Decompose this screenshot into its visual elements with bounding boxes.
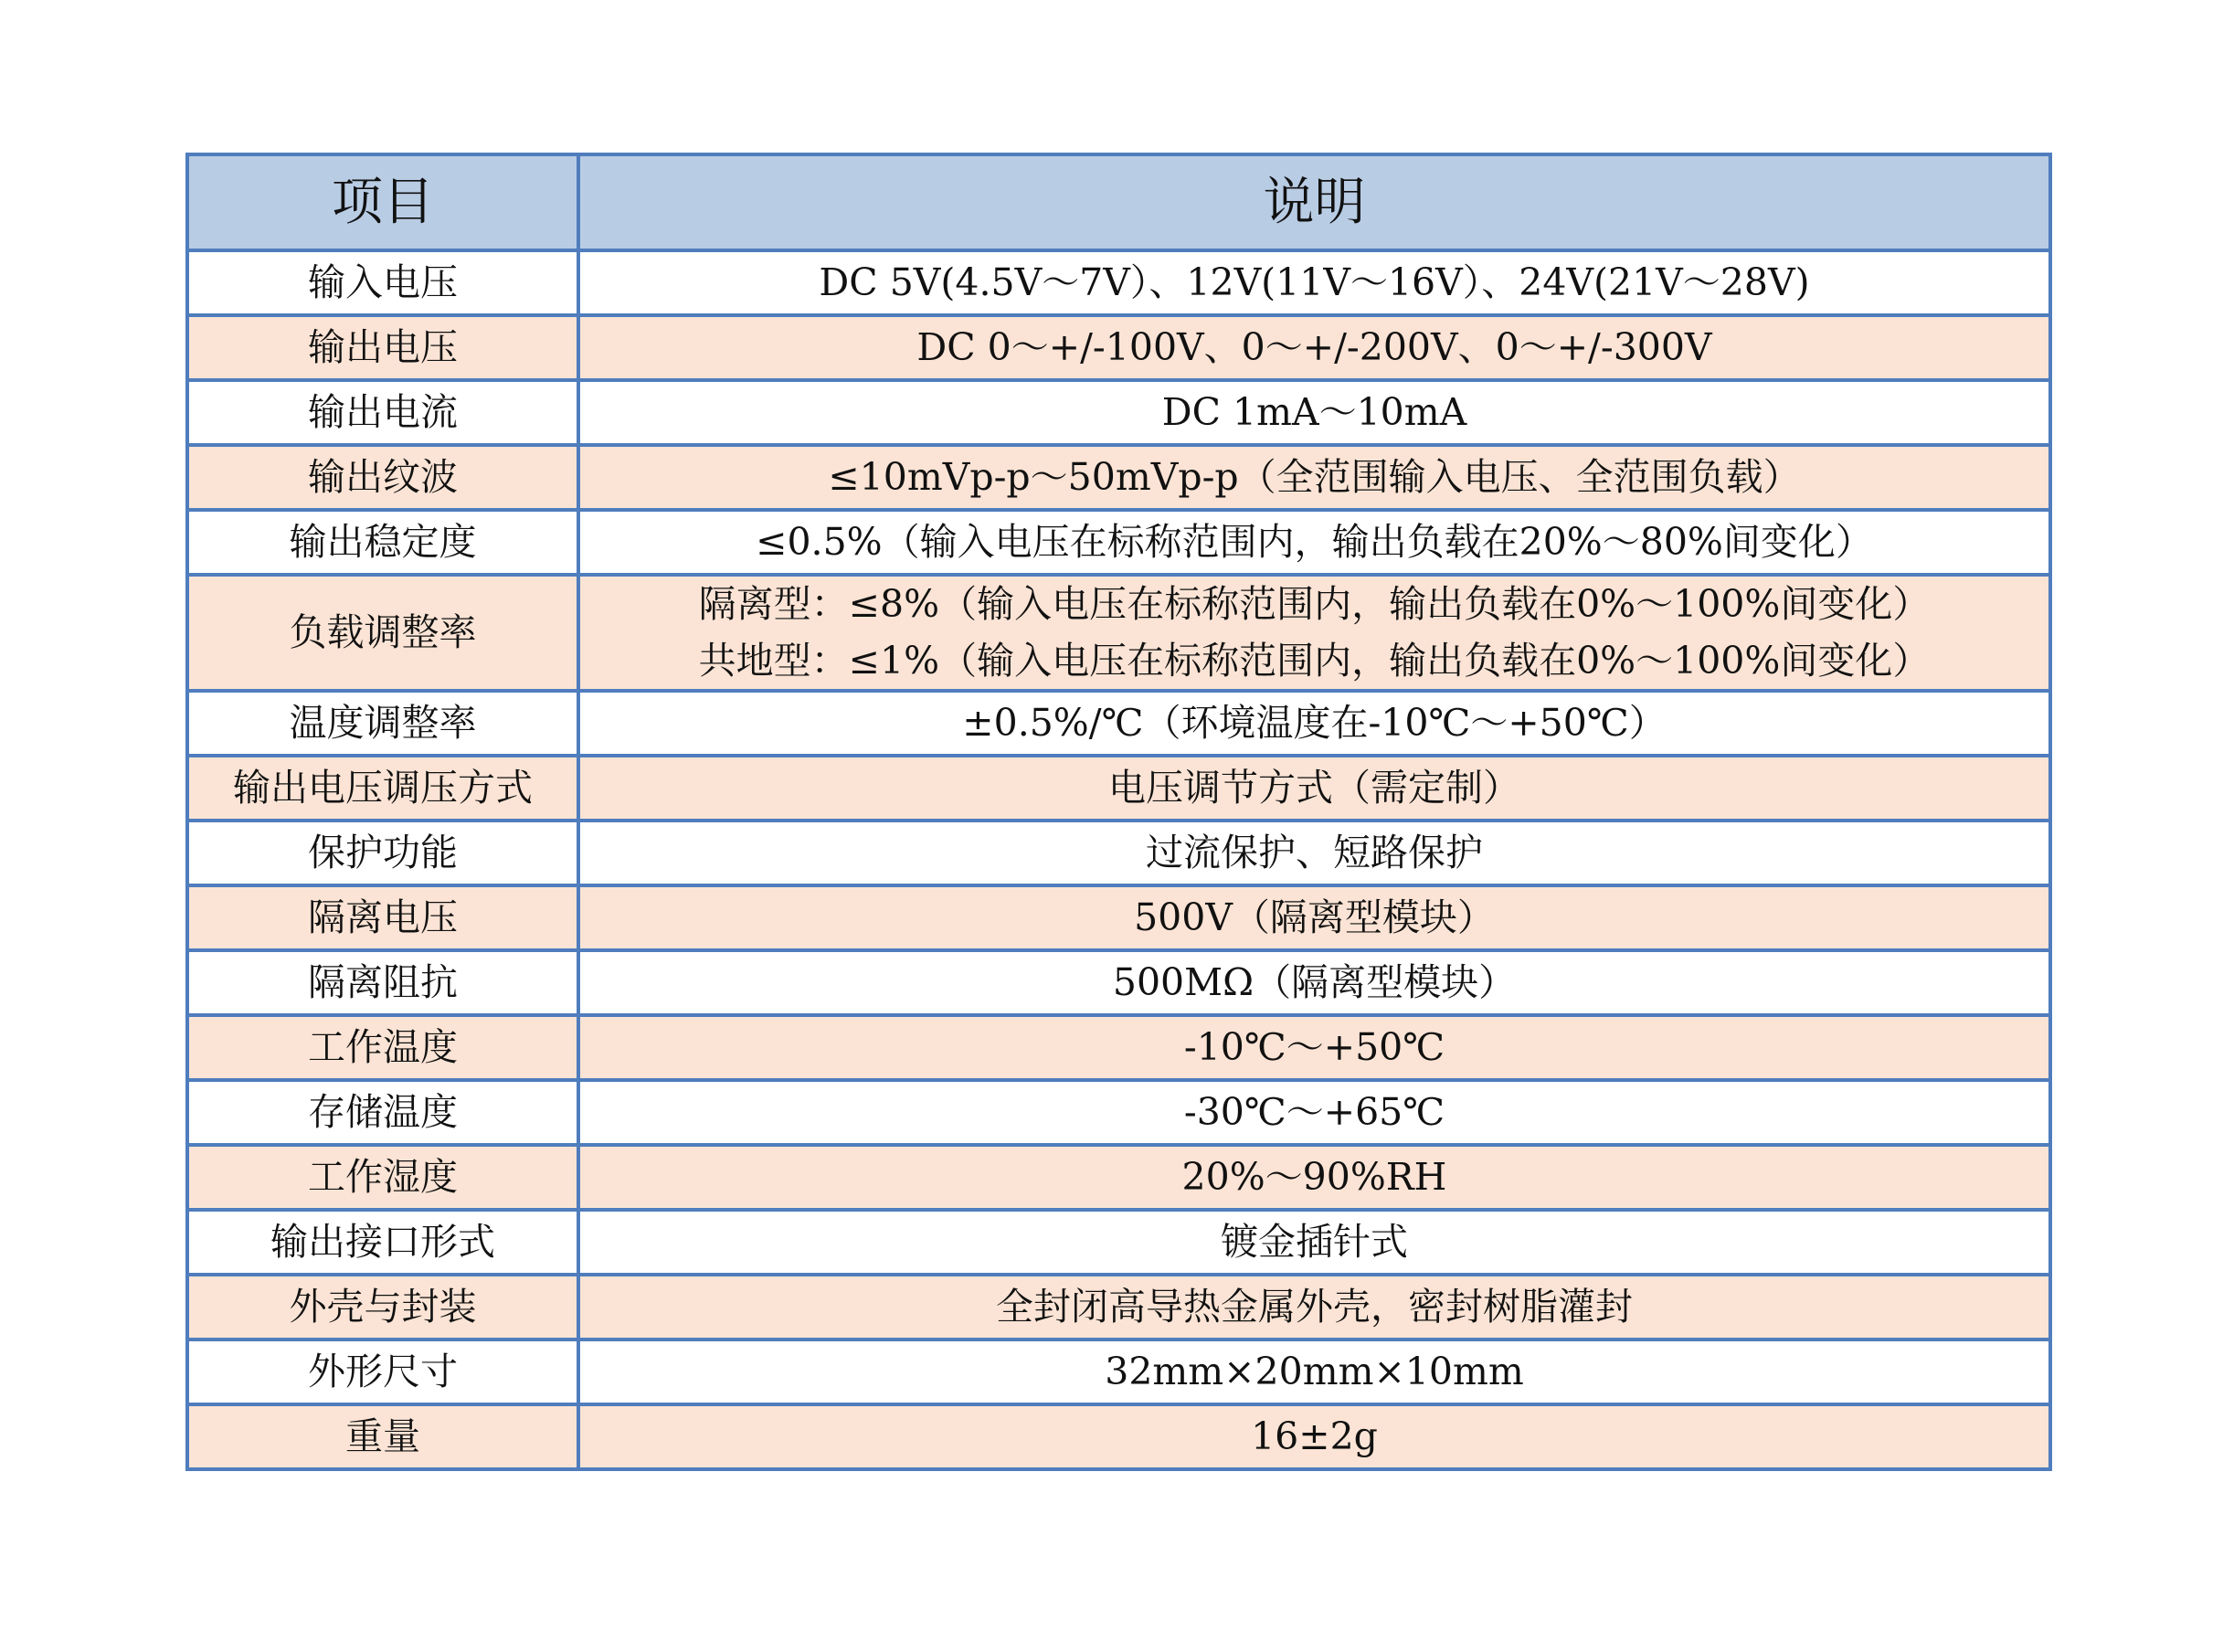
table-row xyxy=(187,1080,2050,1145)
description-cell: 电压调节方式（需定制） xyxy=(578,756,2050,821)
item-cell: 输出电压 xyxy=(187,315,578,380)
item-cell: 隔离电压 xyxy=(187,885,578,950)
description-cell xyxy=(578,575,2050,691)
item-cell: 工作湿度 xyxy=(187,1145,578,1210)
item-cell: 保护功能 xyxy=(187,821,578,885)
description-cell: DC 1mA～10mA xyxy=(578,380,2050,445)
table-row xyxy=(187,380,2050,445)
header-row xyxy=(187,154,2050,250)
item-cell: 温度调整率 xyxy=(187,691,578,756)
item-cell: 输出接口形式 xyxy=(187,1210,578,1275)
description-cell: 20%～90%RH xyxy=(578,1145,2050,1210)
table-row xyxy=(187,1275,2050,1340)
item-cell: 输入电压 xyxy=(187,250,578,315)
description-cell: ±0.5%/℃（环境温度在-10℃～+50℃） xyxy=(578,691,2050,756)
item-cell: 输出电压调压方式 xyxy=(187,756,578,821)
description-cell: DC 0～+/-100V、0～+/-200V、0～+/-300V xyxy=(578,315,2050,380)
item-cell: 工作温度 xyxy=(187,1015,578,1080)
header-description: 说明 xyxy=(578,154,2050,250)
table-row xyxy=(187,1015,2050,1080)
table-row xyxy=(187,445,2050,510)
description-cell: DC 5V(4.5V～7V）、12V(11V～16V）、24V(21V～28V) xyxy=(578,250,2050,315)
item-cell: 负载调整率 xyxy=(187,575,578,691)
table-row xyxy=(187,575,2050,691)
description-cell: 16±2g xyxy=(578,1404,2050,1469)
description-cell: 500MΩ（隔离型模块） xyxy=(578,950,2050,1015)
description-cell: ≤0.5%（输入电压在标称范围内，输出负载在20%～80%间变化） xyxy=(578,510,2050,575)
description-cell: 过流保护、短路保护 xyxy=(578,821,2050,885)
table-row xyxy=(187,315,2050,380)
table-row xyxy=(187,250,2050,315)
item-cell: 重量 xyxy=(187,1404,578,1469)
item-cell: 隔离阻抗 xyxy=(187,950,578,1015)
item-cell: 外壳与封装 xyxy=(187,1275,578,1340)
spec-table xyxy=(185,153,2052,1471)
table-row xyxy=(187,691,2050,756)
table-row xyxy=(187,510,2050,575)
item-cell: 输出稳定度 xyxy=(187,510,578,575)
table-row xyxy=(187,950,2050,1015)
table-row xyxy=(187,821,2050,885)
table-row xyxy=(187,1145,2050,1210)
description-cell: 全封闭高导热金属外壳，密封树脂灌封 xyxy=(578,1275,2050,1340)
item-cell: 外形尺寸 xyxy=(187,1340,578,1404)
item-cell: 输出纹波 xyxy=(187,445,578,510)
description-cell: -30℃～+65℃ xyxy=(578,1080,2050,1145)
description-cell: ≤10mVp-p～50mVp-p（全范围输入电压、全范围负载） xyxy=(578,445,2050,510)
table-row xyxy=(187,1210,2050,1275)
description-line: 隔离型：≤8%（输入电压在标称范围内，输出负载在0%～100%间变化） xyxy=(698,582,1931,626)
description-cell: 500V（隔离型模块） xyxy=(578,885,2050,950)
description-cell: 32mm×20mm×10mm xyxy=(578,1340,2050,1404)
table-row xyxy=(187,1340,2050,1404)
table-row xyxy=(187,885,2050,950)
description-cell: 镀金插针式 xyxy=(578,1210,2050,1275)
description-cell: -10℃～+50℃ xyxy=(578,1015,2050,1080)
item-cell: 存储温度 xyxy=(187,1080,578,1145)
header-item: 项目 xyxy=(187,154,578,250)
item-cell: 输出电流 xyxy=(187,380,578,445)
table-row xyxy=(187,756,2050,821)
description-line: 共地型：≤1%（输入电压在标称范围内，输出负载在0%～100%间变化） xyxy=(698,638,1931,683)
table-row xyxy=(187,1404,2050,1469)
